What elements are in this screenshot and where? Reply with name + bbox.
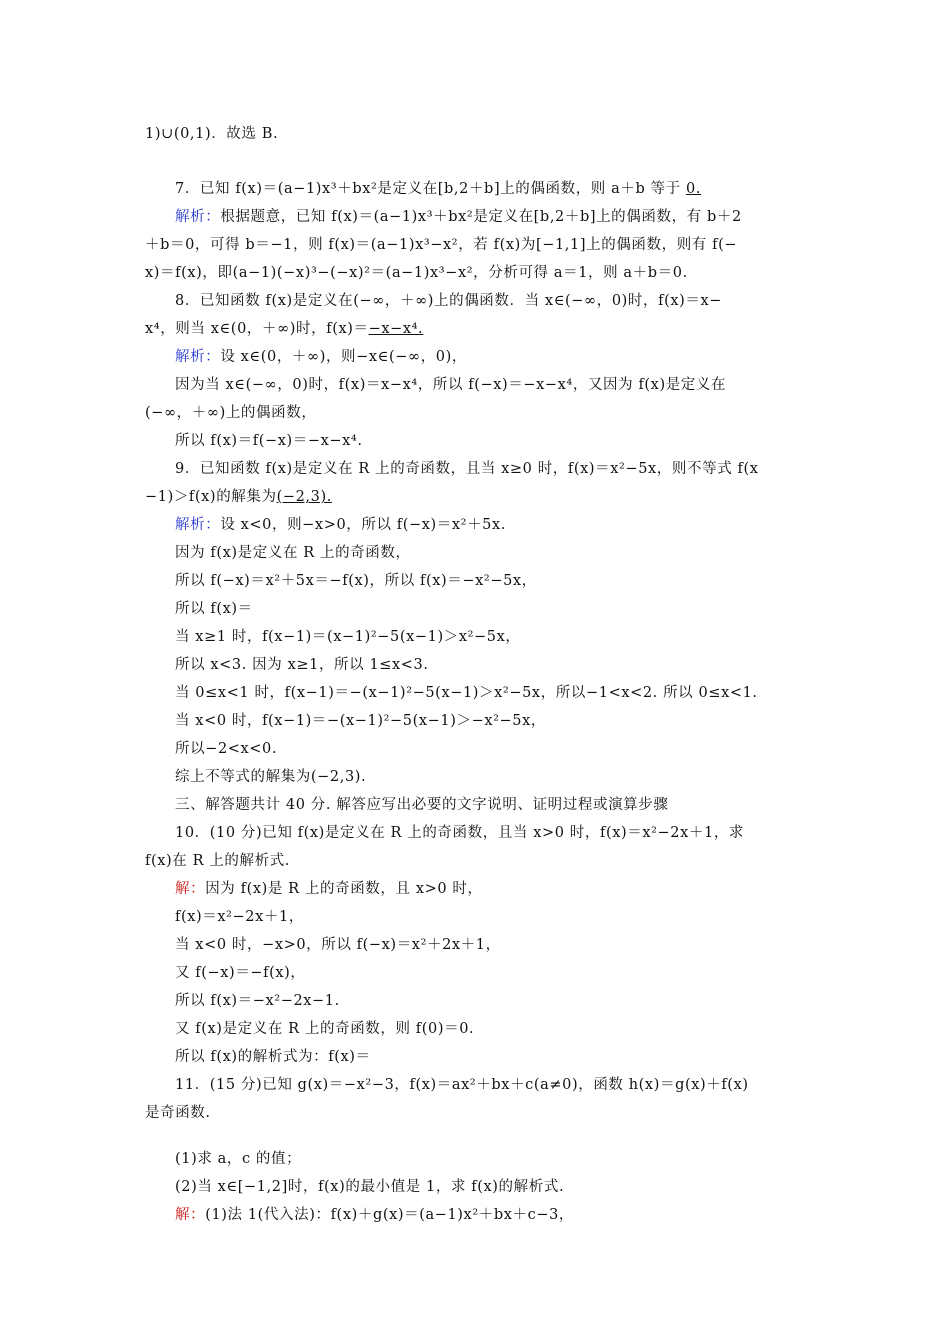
text-line: 所以 f(x)的解析式为：f(x)＝ xyxy=(175,1049,371,1065)
question-10: 10．(10 分)已知 f(x)是定义在 R 上的奇函数，且当 x>0 时，f(x)＝x²−2x＋1，求 xyxy=(175,825,745,841)
text-line: f(x)＝x²−2x＋1， xyxy=(175,909,304,925)
text-line: 所以 f(x)＝−x²−2x−1. xyxy=(175,993,340,1009)
analysis-7: 解析：根据题意，已知 f(x)＝(a−1)x³＋bx²是定义在[b,2＋b]上的偶函数，有 b＋2 xyxy=(175,209,742,225)
solution-tag: 解： xyxy=(175,1207,206,1223)
text-line: x⁴，则当 x∈(0，＋∞)时，f(x)＝−x−x⁴. xyxy=(145,321,424,337)
analysis-tag: 解析： xyxy=(175,349,221,365)
text-line: 因为 f(x)是定义在 R 上的奇函数， xyxy=(175,545,411,561)
analysis-tag: 解析： xyxy=(175,517,221,533)
text-line: 是奇函数. xyxy=(145,1105,211,1121)
solution-10: 解：因为 f(x)是 R 上的奇函数，且 x>0 时， xyxy=(175,881,483,897)
solution-tag: 解： xyxy=(175,881,206,897)
analysis-8: 解析：设 x∈(0，＋∞)，则−x∈(−∞，0)， xyxy=(175,349,467,365)
text-line: 当 x<0 时，−x>0，所以 f(−x)＝x²＋2x＋1， xyxy=(175,937,501,953)
text-line: 所以 f(−x)＝x²＋5x＝−f(x)，所以 f(x)＝−x²−5x， xyxy=(175,573,537,589)
question-11: 11．(15 分)已知 g(x)＝−x²−3，f(x)＝ax²＋bx＋c(a≠0)，函数 h(x)＝g(x)＋f(x) xyxy=(175,1077,749,1093)
text-line: x)＝f(x)，即(a−1)(−x)³−(−x)²＝(a−1)x³−x²，分析可得 a＝1，则 a＋b＝0. xyxy=(145,265,688,281)
analysis-tag: 解析： xyxy=(175,209,221,225)
solution-11: 解：(1)法 1(代入法)：f(x)＋g(x)＝(a−1)x²＋bx＋c−3， xyxy=(175,1207,575,1223)
text-line: 又 f(x)是定义在 R 上的奇函数，则 f(0)＝0. xyxy=(175,1021,475,1037)
text-line: ＋b＝0，可得 b＝−1，则 f(x)＝(a−1)x³−x²，若 f(x)为[−1,1]上的偶函数，则有 f(− xyxy=(145,237,738,253)
analysis-9: 解析：设 x<0，则−x>0，所以 f(−x)＝x²＋5x. xyxy=(175,517,506,533)
text-line: 综上不等式的解集为(−2,3). xyxy=(175,769,367,785)
answer-7: 0. xyxy=(685,181,701,197)
text-line: −1)＞f(x)的解集为(−2,3). xyxy=(145,489,332,505)
text-line: 所以−2<x<0. xyxy=(175,741,278,757)
sub-question-2: (2)当 x∈[−1,2]时，f(x)的最小值是 1，求 f(x)的解析式. xyxy=(175,1179,565,1195)
question-8: 8．已知函数 f(x)是定义在(−∞，＋∞)上的偶函数．当 x∈(−∞，0)时，f(x)＝x− xyxy=(175,293,722,309)
sub-question-1: (1)求 a，c 的值； xyxy=(175,1151,302,1167)
answer-9: (−2,3). xyxy=(276,489,332,505)
question-9: 9．已知函数 f(x)是定义在 R 上的奇函数，且当 x≥0 时，f(x)＝x²−5x，则不等式 f(x xyxy=(175,461,759,477)
text-line: 所以 f(x)＝ xyxy=(175,601,253,617)
text-line: 当 0≤x<1 时，f(x−1)＝−(x−1)²−5(x−1)＞x²−5x，所以−1<x<2. 所以 0≤x<1. xyxy=(175,685,758,701)
question-7: 7．已知 f(x)＝(a−1)x³＋bx²是定义在[b,2＋b]上的偶函数，则 a＋b 等于 0. xyxy=(175,181,701,197)
text-line: 因为当 x∈(−∞，0)时，f(x)＝x−x⁴，所以 f(−x)＝−x−x⁴，又因为 f(x)是定义在 xyxy=(175,377,727,393)
text-line: (−∞，＋∞)上的偶函数， xyxy=(145,405,317,421)
text-line: 所以 x<3. 因为 x≥1，所以 1≤x<3. xyxy=(175,657,429,673)
text-line: 当 x<0 时，f(x−1)＝−(x−1)²−5(x−1)＞−x²−5x， xyxy=(175,713,546,729)
text-line: 当 x≥1 时，f(x−1)＝(x−1)²−5(x−1)＞x²−5x， xyxy=(175,629,521,645)
section-heading: 三、解答题共计 40 分. 解答应写出必要的文字说明、证明过程或演算步骤 xyxy=(175,797,669,813)
answer-8: −x−x⁴. xyxy=(368,321,424,337)
text-line: 又 f(−x)＝−f(x)， xyxy=(175,965,306,981)
text-line: f(x)在 R 上的解析式. xyxy=(145,853,291,869)
text-line: 所以 f(x)＝f(−x)＝−x−x⁴. xyxy=(175,433,363,449)
text-line: 1)∪(0,1)．故选 B. xyxy=(145,126,279,142)
